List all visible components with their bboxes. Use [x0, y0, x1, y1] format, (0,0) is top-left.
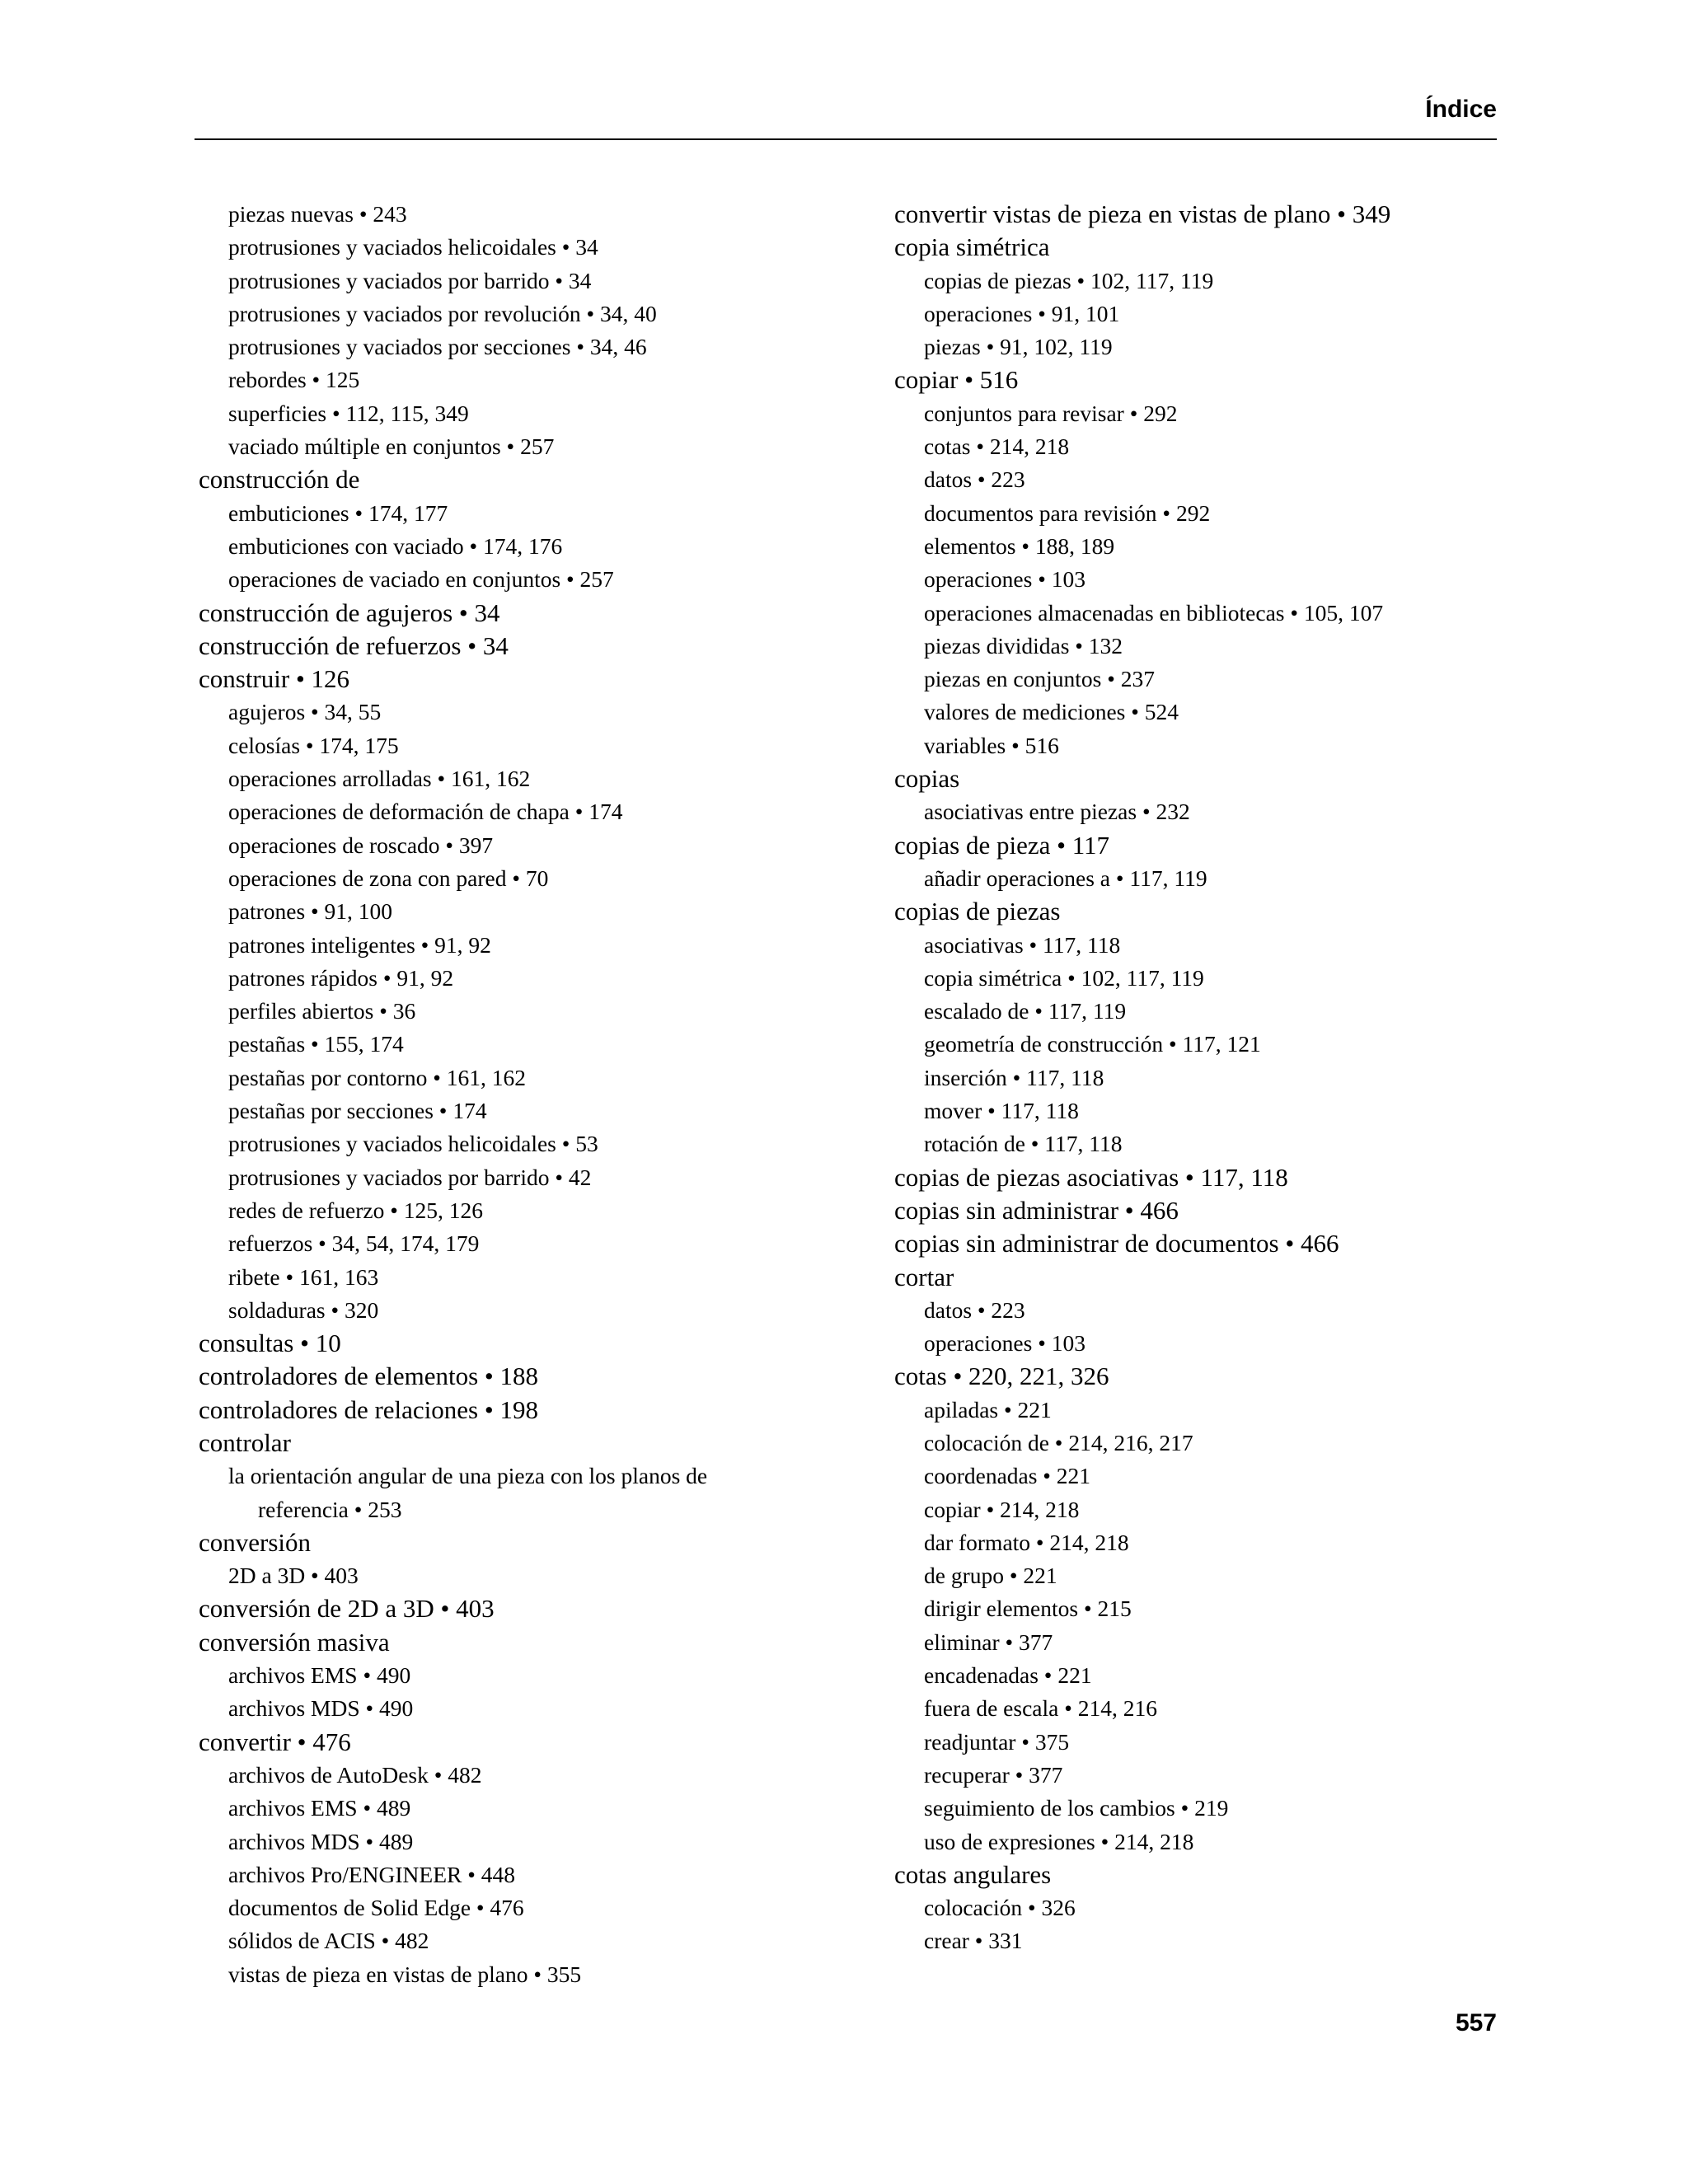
index-subentry: copia simétrica • 102, 117, 119: [924, 964, 1204, 991]
index-subentry: cotas • 214, 218: [924, 434, 1070, 460]
index-subentry: encadenadas • 221: [924, 1662, 1092, 1689]
index-subentry: recuperar • 377: [924, 1761, 1063, 1788]
index-subentry: protrusiones y vaciados por barrido • 42: [228, 1164, 592, 1190]
index-subentry: agujeros • 34, 55: [228, 699, 382, 725]
index-entry: copia simétrica: [894, 232, 1050, 262]
index-entry: conversión de 2D a 3D • 403: [199, 1594, 495, 1624]
index-subentry: archivos EMS • 489: [228, 1795, 411, 1821]
index-subentry: copias de piezas • 102, 117, 119: [924, 267, 1214, 293]
index-entry: consultas • 10: [199, 1329, 341, 1358]
index-subentry: apiladas • 221: [924, 1396, 1052, 1422]
index-subentry: protrusiones y vaciados por barrido • 34: [228, 267, 592, 293]
index-subentry: operaciones • 103: [924, 566, 1085, 593]
index-subentry: patrones • 91, 100: [228, 898, 393, 925]
index-subentry: fuera de escala • 214, 216: [924, 1695, 1157, 1722]
header-rule: [195, 138, 1497, 140]
index-subentry: protrusiones y vaciados por secciones • 34, 46: [228, 334, 647, 360]
index-subentry: ribete • 161, 163: [228, 1263, 379, 1290]
index-subentry: patrones inteligentes • 91, 92: [228, 931, 491, 958]
index-subentry: documentos para revisión • 292: [924, 499, 1211, 526]
index-subentry: pestañas • 155, 174: [228, 1031, 404, 1057]
index-subentry: embuticiones con vaciado • 174, 176: [228, 532, 563, 559]
index-subentry: protrusiones y vaciados helicoidales • 53: [228, 1131, 598, 1157]
index-subentry: vaciado múltiple en conjuntos • 257: [228, 434, 555, 460]
index-entry: copiar • 516: [894, 365, 1019, 395]
index-subentry: piezas en conjuntos • 237: [924, 666, 1155, 692]
index-subentry: conjuntos para revisar • 292: [924, 400, 1178, 426]
index-entry: construcción de agujeros • 34: [199, 598, 500, 627]
index-subentry: redes de refuerzo • 125, 126: [228, 1197, 483, 1223]
index-subentry: readjuntar • 375: [924, 1728, 1070, 1755]
index-subentry: documentos de Solid Edge • 476: [228, 1895, 524, 1921]
index-subentry: archivos de AutoDesk • 482: [228, 1761, 482, 1788]
index-column-left: [199, 198, 825, 1991]
index-subentry: perfiles abiertos • 36: [228, 998, 416, 1024]
index-subentry: operaciones de roscado • 397: [228, 832, 494, 858]
index-entry: cortar: [894, 1262, 954, 1291]
index-entry: copias sin administrar de documentos • 466: [894, 1229, 1339, 1258]
index-subentry: vistas de pieza en vistas de plano • 355: [228, 1961, 582, 1987]
index-subentry: operaciones de zona con pared • 70: [228, 865, 549, 891]
index-entry: copias de piezas asociativas • 117, 118: [894, 1162, 1288, 1192]
index-subentry: escalado de • 117, 119: [924, 998, 1127, 1024]
index-entry: cotas angulares: [894, 1859, 1052, 1889]
index-subentry: seguimiento de los cambios • 219: [924, 1795, 1229, 1821]
index-subentry: valores de mediciones • 524: [924, 699, 1179, 725]
index-subentry: mover • 117, 118: [924, 1098, 1079, 1124]
index-subentry: de grupo • 221: [924, 1563, 1057, 1589]
index-subentry: protrusiones y vaciados helicoidales • 34: [228, 234, 598, 260]
index-subentry: asociativas • 117, 118: [924, 931, 1121, 958]
index-entry: controlar: [199, 1427, 291, 1457]
running-header-title: Índice: [1425, 96, 1497, 123]
index-entry: convertir vistas de pieza en vistas de plano • 349: [894, 199, 1391, 228]
index-subentry: geometría de construcción • 117, 121: [924, 1031, 1261, 1057]
index-subentry: variables • 516: [924, 732, 1059, 758]
index-subentry: crear • 331: [924, 1928, 1023, 1954]
index-entry: copias de piezas: [894, 897, 1061, 926]
index-subentry: dar formato • 214, 218: [924, 1529, 1129, 1555]
index-subentry: operaciones • 91, 101: [924, 300, 1120, 326]
index-subentry: refuerzos • 34, 54, 174, 179: [228, 1230, 480, 1257]
index-subentry: protrusiones y vaciados por revolución • 34, 40: [228, 300, 657, 326]
index-subentry: operaciones de deformación de chapa • 174: [228, 799, 623, 825]
index-entry: construcción de: [199, 465, 360, 494]
index-subentry: archivos Pro/ENGINEER • 448: [228, 1861, 515, 1887]
index-subentry: añadir operaciones a • 117, 119: [924, 865, 1207, 891]
index-subentry: pestañas por contorno • 161, 162: [228, 1064, 526, 1090]
index-entry: controladores de elementos • 188: [199, 1361, 539, 1391]
index-subentry: piezas • 91, 102, 119: [924, 334, 1113, 360]
index-subentry: colocación • 326: [924, 1895, 1076, 1921]
index-subentry: inserción • 117, 118: [924, 1064, 1104, 1090]
index-subentry: 2D a 3D • 403: [228, 1563, 359, 1589]
index-entry: conversión: [199, 1527, 312, 1557]
index-subentry: pestañas por secciones • 174: [228, 1098, 487, 1124]
index-entry: conversión masiva: [199, 1627, 390, 1657]
index-subentry: coordenadas • 221: [924, 1463, 1091, 1489]
index-subentry: elementos • 188, 189: [924, 532, 1115, 559]
index-subentry: rebordes • 125: [228, 367, 360, 393]
index-subentry: archivos EMS • 490: [228, 1662, 411, 1689]
index-subentry: sólidos de ACIS • 482: [228, 1928, 429, 1954]
index-entry: cotas • 220, 221, 326: [894, 1361, 1109, 1391]
index-subentry: archivos MDS • 489: [228, 1828, 414, 1854]
index-subentry: la orientación angular de una pieza con los planos de: [228, 1463, 708, 1489]
index-subentry: datos • 223: [924, 466, 1025, 493]
index-entry: copias: [894, 764, 960, 794]
index-subentry: patrones rápidos • 91, 92: [228, 964, 454, 991]
index-subentry: celosías • 174, 175: [228, 732, 399, 758]
index-entry: convertir • 476: [199, 1727, 351, 1756]
index-subentry: soldaduras • 320: [228, 1296, 379, 1323]
index-subentry: colocación de • 214, 216, 217: [924, 1429, 1193, 1455]
index-subentry: operaciones almacenadas en bibliotecas • 105, 107: [924, 599, 1384, 626]
index-subentry: operaciones arrolladas • 161, 162: [228, 766, 531, 792]
index-entry: copias sin administrar • 466: [894, 1195, 1179, 1225]
index-subentry: piezas divididas • 132: [924, 632, 1123, 658]
index-subentry: operaciones de vaciado en conjuntos • 257: [228, 566, 614, 593]
index-subentry: eliminar • 377: [924, 1629, 1053, 1655]
index-entry: copias de pieza • 117: [894, 830, 1110, 860]
index-subentry: archivos MDS • 490: [228, 1695, 414, 1722]
index-column-right: [894, 198, 1521, 1958]
index-entry: construir • 126: [199, 664, 350, 694]
index-subentry: piezas nuevas • 243: [228, 201, 407, 227]
index-subentry: uso de expresiones • 214, 218: [924, 1828, 1194, 1854]
index-entry: construcción de refuerzos • 34: [199, 630, 509, 660]
index-subentry: superficies • 112, 115, 349: [228, 400, 469, 426]
index-subentry: rotación de • 117, 118: [924, 1131, 1123, 1157]
index-subentry: embuticiones • 174, 177: [228, 499, 448, 526]
index-subentry: asociativas entre piezas • 232: [924, 799, 1190, 825]
index-subentry: copiar • 214, 218: [924, 1496, 1080, 1522]
index-subentry: operaciones • 103: [924, 1330, 1085, 1357]
page-number: 557: [1455, 2009, 1497, 2036]
index-subentry: dirigir elementos • 215: [924, 1596, 1132, 1622]
index-subentry: datos • 223: [924, 1296, 1025, 1323]
index-subentry-continuation: referencia • 253: [258, 1496, 402, 1522]
index-entry: controladores de relaciones • 198: [199, 1394, 538, 1424]
